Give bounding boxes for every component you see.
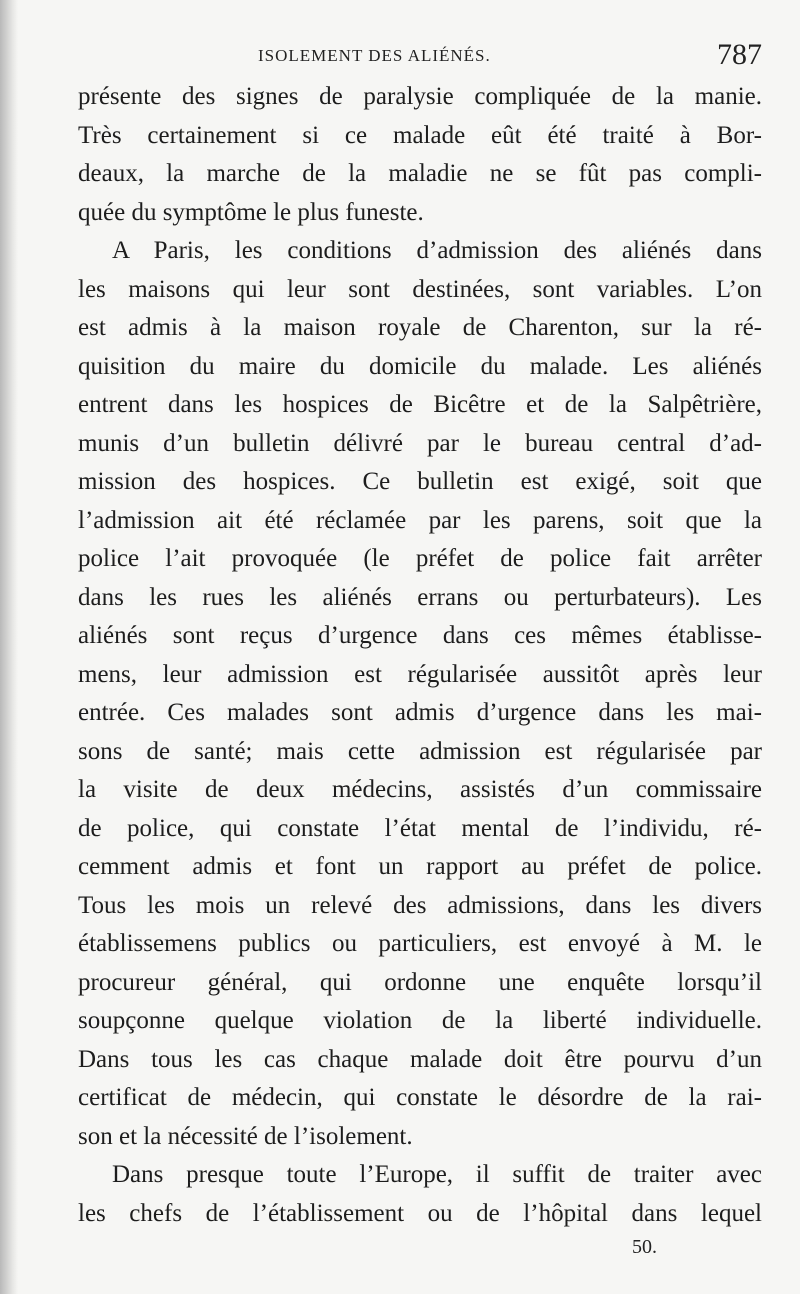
text-line: les chefs de l’établissement ou de l’hôpital dans lequel bbox=[78, 1199, 762, 1227]
text-line: entrent dans les hospices de Bicêtre et de la Salpêtrière, bbox=[78, 391, 762, 418]
text-line: A Paris, les conditions d’admission des aliénés dans bbox=[112, 237, 762, 264]
text-line: Tous les mois un relevé des admissions, dans les divers bbox=[78, 891, 762, 919]
binding-shadow bbox=[0, 0, 18, 1294]
text-line: sons de santé; mais cette admission est régularisée par bbox=[78, 737, 762, 765]
text-line: les maisons qui leur sont destinées, sont variables. L’on bbox=[78, 275, 762, 303]
body-text bbox=[78, 78, 762, 1233]
text-line: l’admission ait été réclamée par les parens, soit que la bbox=[78, 506, 762, 534]
text-line: Dans tous les cas chaque malade doit être pourvu d’un bbox=[78, 1045, 762, 1073]
text-line: mens, leur admission est régularisée aussitôt après leur bbox=[78, 660, 762, 688]
text-line: dans les rues les aliénés errans ou perturbateurs). Les bbox=[78, 583, 762, 611]
text-line: quée du symptôme le plus funeste. bbox=[78, 198, 424, 226]
text-line: Dans presque toute l’Europe, il suffit de traiter avec bbox=[112, 1161, 762, 1188]
text-line: la visite de deux médecins, assistés d’un commissaire bbox=[78, 776, 762, 803]
paragraph-2 bbox=[78, 232, 762, 1156]
text-line: son et la nécessité de l’isolement. bbox=[78, 1122, 413, 1150]
running-head: ISOLEMENT DES ALIÉNÉS. bbox=[258, 46, 491, 65]
text-line: de police, qui constate l’état mental de l’individu, ré- bbox=[78, 814, 762, 842]
page-number: 787 bbox=[717, 38, 762, 71]
printer-signature-mark: 50. bbox=[632, 1236, 657, 1258]
text-line: présente des signes de paralysie compliquée de la manie. bbox=[78, 83, 762, 110]
text-line: procureur général, qui ordonne une enquête lorsqu’il bbox=[78, 968, 762, 996]
text-line: deaux, la marche de la maladie ne se fût pas compli- bbox=[78, 160, 762, 187]
text-line: est admis à la maison royale de Charenton, sur la ré- bbox=[78, 314, 762, 341]
text-line: certificat de médecin, qui constate le désordre de la rai- bbox=[78, 1084, 762, 1111]
paragraph-1 bbox=[78, 78, 762, 232]
text-line: mission des hospices. Ce bulletin est exigé, soit que bbox=[78, 468, 762, 495]
paragraph-3 bbox=[78, 1156, 762, 1233]
text-line: munis d’un bulletin délivré par le bureau central d’ad- bbox=[78, 429, 762, 457]
text-line: cemment admis et font un rapport au préfet de police. bbox=[78, 853, 762, 880]
text-line: Très certainement si ce malade eût été traité à Bor- bbox=[78, 121, 762, 149]
text-line: police l’ait provoquée (le préfet de police fait arrêter bbox=[78, 545, 762, 572]
text-line: établissemens publics ou particuliers, est envoyé à M. le bbox=[78, 930, 762, 957]
text-line: soupçonne quelque violation de la liberté individuelle. bbox=[78, 1007, 762, 1034]
page-header bbox=[78, 38, 768, 78]
text-line: aliénés sont reçus d’urgence dans ces mêmes établisse- bbox=[78, 622, 762, 649]
text-line: quisition du maire du domicile du malade. Les aliénés bbox=[78, 352, 762, 380]
text-line: entrée. Ces malades sont admis d’urgence dans les mai- bbox=[78, 699, 762, 726]
